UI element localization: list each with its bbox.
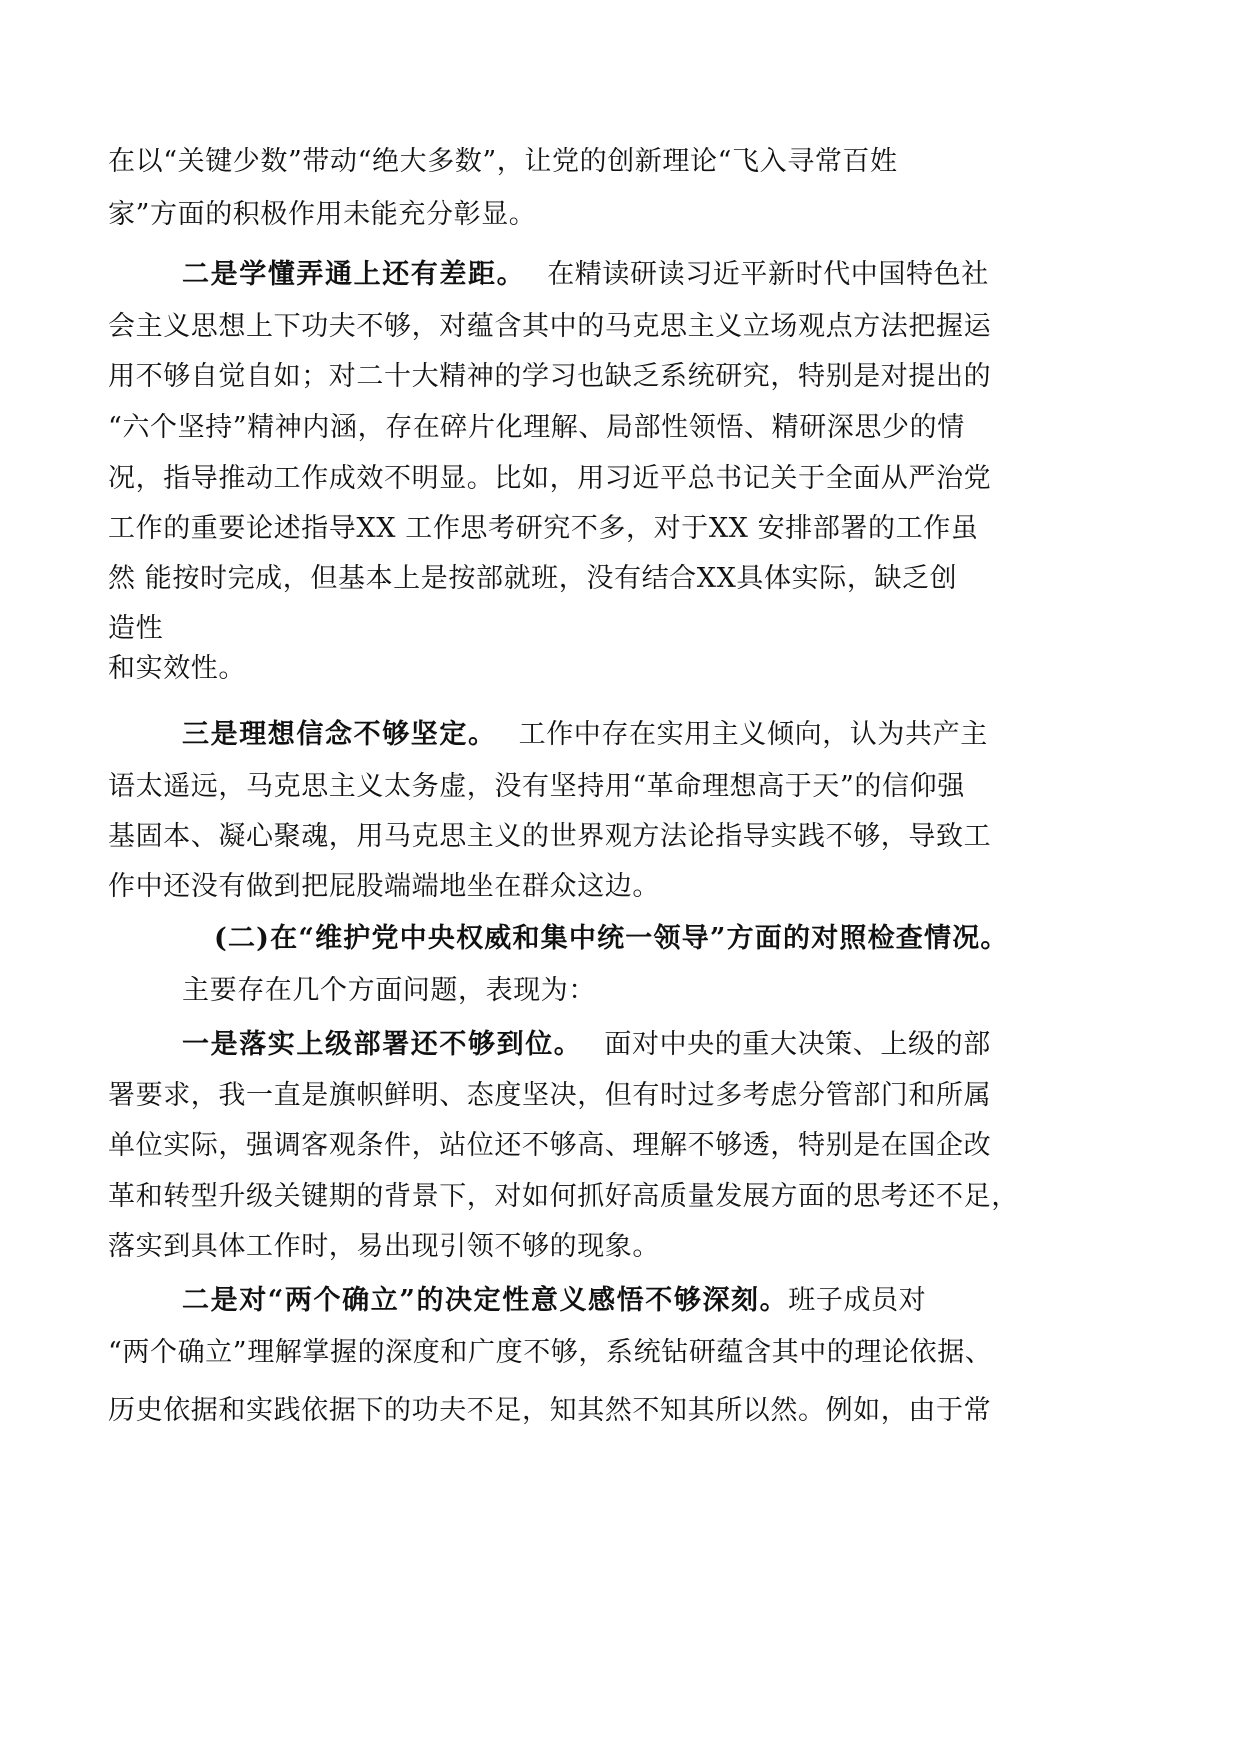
paragraph-text: 工作中存在实用主义倾向，认为共产主 — [518, 719, 988, 750]
paragraph-line — [182, 1028, 991, 1062]
paragraph-line: 主要存在几个方面问题，表现为： — [182, 975, 596, 1006]
paragraph-line: 作中还没有做到把屁股端端地坐在群众这边。 — [108, 871, 660, 902]
paragraph-line: “两个确立”理解掌握的深度和广度不够，系统钻研蕴含其中的理论依据、 — [108, 1337, 993, 1368]
paragraph-line: 工作的重要论述指导XX 工作思考研究不多，对于XX 安排部署的工作虽 — [108, 513, 979, 544]
paragraph-line: 况，指导推动工作成效不明显。比如，用习近平总书记关于全面从严治党 — [108, 463, 992, 494]
paragraph-text: 在精读研读习近平新时代中国特色社 — [547, 259, 989, 290]
paragraph-line: 历史依据和实践依据下的功夫不足，知其然不知其所以然。例如，由于常 — [108, 1395, 992, 1426]
paragraph-line: 革和转型升级关键期的背景下，对如何抓好高质量发展方面的思考还不足， — [108, 1181, 1019, 1212]
paragraph-line: 家”方面的积极作用未能充分彰显。 — [108, 199, 537, 230]
paragraph-line: 单位实际，强调客观条件，站位还不够高、理解不够透，特别是在国企改 — [108, 1130, 992, 1161]
subsection-heading: (二)在“维护党中央权威和集中统一领导”方面的对照检查情况。 — [214, 923, 1009, 954]
paragraph-line: 然 能按时完成，但基本上是按部就班，没有结合XX具体实际，缺乏创 — [108, 563, 958, 594]
paragraph-line: 基固本、凝心聚魂，用马克思主义的世界观方法论指导实践不够，导致工 — [108, 821, 992, 852]
section-heading-luoshi: 一是落实上级部署还不够到位。 — [182, 1029, 583, 1060]
paragraph-line: “六个坚持”精神内涵，存在碎片化理解、局部性领悟、精研深思少的情 — [108, 412, 965, 443]
paragraph-line — [182, 258, 989, 292]
paragraph-line: 署要求，我一直是旗帜鲜明、态度坚决，但有时过多考虑分管部门和所属 — [108, 1080, 992, 1111]
paragraph-line: 会主义思想上下功夫不够，对蕴含其中的马克思主义立场观点方法把握运 — [108, 311, 992, 342]
paragraph-line: 落实到具体工作时，易出现引领不够的现象。 — [108, 1231, 660, 1262]
section-heading-queli: 二是对“两个确立”的决定性意义感悟不够深刻。 — [182, 1285, 789, 1316]
paragraph-line — [182, 718, 988, 752]
section-heading-xuedong: 二是学懂弄通上还有差距。 — [182, 259, 526, 290]
paragraph-line: 用不够自觉自如；对二十大精神的学习也缺乏系统研究，特别是对提出的 — [108, 361, 992, 392]
paragraph-text: 面对中央的重大决策、上级的部 — [604, 1029, 991, 1060]
paragraph-line: 和实效性。 — [108, 653, 246, 684]
paragraph-text: 班子成员对 — [788, 1285, 927, 1316]
paragraph-line: 造性 — [108, 613, 164, 644]
paragraph-line — [182, 1284, 926, 1318]
section-heading-lixiang: 三是理想信念不够坚定。 — [182, 719, 497, 750]
paragraph-line: 语太遥远，马克思主义太务虚，没有坚持用“革命理想高于天”的信仰强 — [108, 771, 965, 802]
paragraph-line: 在以“关键少数”带动“绝大多数”，让党的创新理论“飞入寻常百姓 — [108, 146, 898, 177]
